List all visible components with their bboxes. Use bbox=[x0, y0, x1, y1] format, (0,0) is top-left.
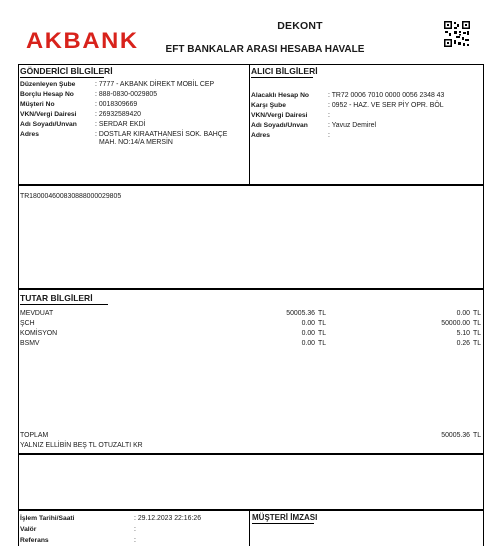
receiver-value: : Yavuz Demirel bbox=[328, 122, 376, 129]
sender-value: : 26932589420 bbox=[95, 111, 141, 118]
footer-label: Valör bbox=[20, 526, 37, 533]
footer-value: : 29.12.2023 22:16:26 bbox=[134, 515, 202, 522]
receiver-label: Adı Soyadı/Unvan bbox=[251, 122, 308, 129]
amount-value-1: 0.00 bbox=[301, 330, 315, 337]
amount-unit-2: TL bbox=[473, 320, 482, 327]
total-value: 50005.36 bbox=[441, 432, 470, 439]
sender-value: : DOSTLAR KIRAATHANESİ SOK. BAHÇE bbox=[95, 131, 228, 138]
receiver-value: : TR72 0006 7010 0000 0056 2348 43 bbox=[328, 92, 445, 99]
receiver-value: : bbox=[328, 132, 330, 139]
sender-value: : 7777 - AKBANK DİREKT MOBİL CEP bbox=[95, 81, 215, 88]
amount-unit-1: TL bbox=[318, 340, 327, 347]
sender-label: Adres bbox=[20, 131, 39, 138]
amount-unit-1: TL bbox=[318, 310, 327, 317]
amount-unit-1: TL bbox=[318, 330, 327, 337]
total-unit: TL bbox=[473, 432, 482, 439]
sender-value: : 0018309669 bbox=[95, 101, 138, 108]
amount-unit-2: TL bbox=[473, 340, 482, 347]
receiver-value: : bbox=[328, 112, 330, 119]
receiver-label: Adres bbox=[251, 132, 270, 139]
amounts-heading: TUTAR BİLGİLERİ bbox=[20, 293, 93, 303]
description-text: TR180004600830888000029805 bbox=[20, 193, 122, 200]
amount-value-2: 50000.00 bbox=[441, 320, 470, 327]
notes-section bbox=[18, 454, 484, 510]
footer-label: İşlem Tarihi/Saati bbox=[20, 515, 75, 522]
amount-row-label: ŞCH bbox=[20, 320, 35, 327]
amount-unit-2: TL bbox=[473, 310, 482, 317]
amount-row-label: MEVDUAT bbox=[20, 310, 54, 317]
sender-label: Borçlu Hesap No bbox=[20, 91, 74, 98]
footer-label: Referans bbox=[20, 537, 49, 544]
document-title: DEKONT bbox=[277, 20, 323, 32]
receiver-label: VKN/Vergi Dairesi bbox=[251, 112, 308, 119]
footer-value: : bbox=[134, 537, 136, 544]
total-label: TOPLAM bbox=[20, 432, 49, 439]
amount-value-2: 0.26 bbox=[456, 340, 470, 347]
amount-unit-1: TL bbox=[318, 320, 327, 327]
sender-label: Müşteri No bbox=[20, 101, 55, 108]
receiver-value: : 0952 - HAZ. VE SER PİY OPR. BÖL bbox=[328, 102, 444, 109]
signature-label: MÜŞTERİ İMZASI bbox=[252, 513, 318, 522]
sender-label: Düzenleyen Şube bbox=[20, 81, 76, 88]
amount-row-label: BSMV bbox=[20, 340, 40, 347]
amount-value-1: 50005.36 bbox=[286, 310, 315, 317]
amount-in-words: YALNIZ ELLİBİN BEŞ TL OTUZALTI KR bbox=[20, 442, 143, 449]
sender-label: VKN/Vergi Dairesi bbox=[20, 111, 77, 118]
akbank-logo: AKBANK bbox=[26, 28, 139, 53]
sender-heading: GÖNDERİCİ BİLGİLERİ bbox=[20, 66, 113, 76]
description-section bbox=[18, 185, 484, 289]
sender-value: : SERDAR EKDİ bbox=[95, 121, 146, 128]
amount-value-2: 0.00 bbox=[456, 310, 470, 317]
footer-section bbox=[18, 510, 484, 546]
footer-value: : bbox=[134, 526, 136, 533]
sender-value: : 888-0830-0029805 bbox=[95, 91, 158, 98]
document-subtitle: EFT BANKALAR ARASI HESABA HAVALE bbox=[165, 44, 365, 55]
amount-row-label: KOMİSYON bbox=[20, 330, 58, 337]
receiver-label: Karşı Şube bbox=[251, 102, 286, 109]
receiver-heading: ALICI BİLGİLERİ bbox=[251, 66, 318, 76]
amount-value-2: 5.10 bbox=[456, 330, 470, 337]
sender-label: Adı Soyadı/Unvan bbox=[20, 121, 77, 128]
receiver-label: Alacaklı Hesap No bbox=[251, 92, 309, 99]
amount-unit-2: TL bbox=[473, 330, 482, 337]
qr-code-icon bbox=[444, 21, 470, 47]
amount-value-1: 0.00 bbox=[301, 320, 315, 327]
amount-value-1: 0.00 bbox=[301, 340, 315, 347]
sender-address-line2: MAH. NO:14/A MERSİN bbox=[99, 139, 173, 146]
